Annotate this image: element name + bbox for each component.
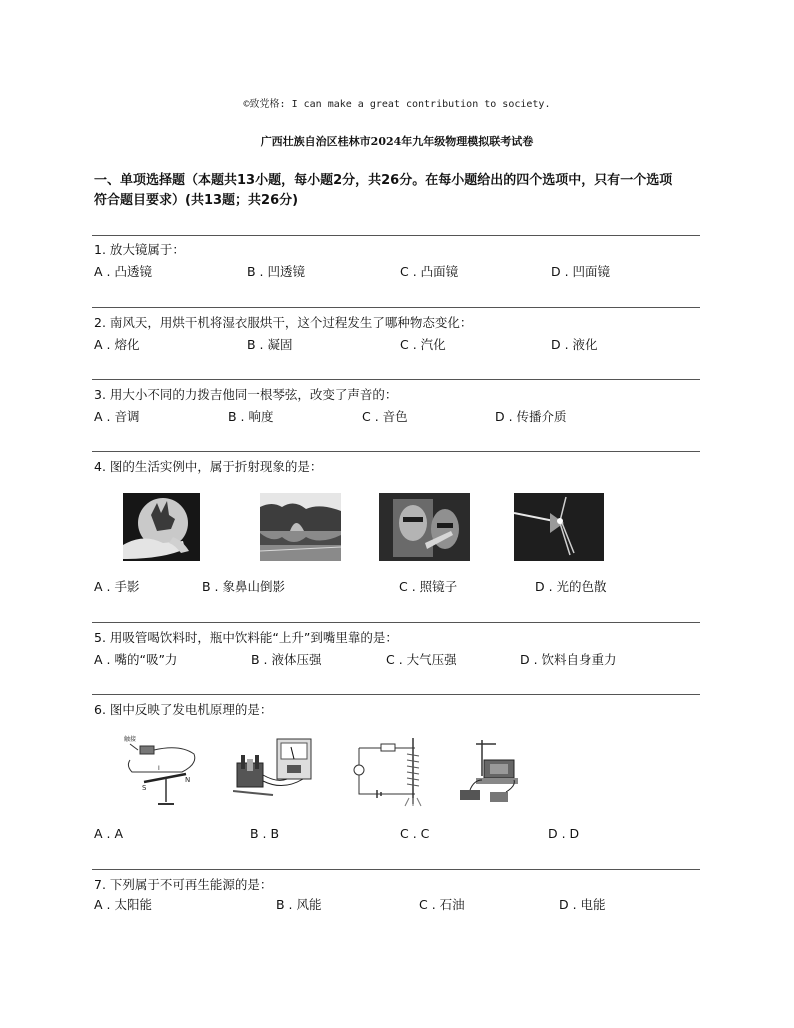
question-4-option-c[interactable]: C . 照镜子	[399, 579, 458, 594]
divider	[92, 451, 700, 452]
question-4-option-a[interactable]: A . 手影	[94, 579, 140, 594]
section-heading-line2: 符合题目要求）(共13题；共26分)	[94, 193, 299, 208]
divider	[92, 307, 700, 308]
light-dispersion-image	[514, 493, 604, 561]
question-1-option-d[interactable]: D . 凹面镜	[551, 264, 611, 279]
fig-a-current: I	[158, 765, 160, 772]
question-5-option-b[interactable]: B . 液体压强	[251, 652, 322, 667]
question-5-option-d[interactable]: D . 饮料自身重力	[520, 652, 617, 667]
question-6-option-c[interactable]: C . C	[400, 826, 430, 841]
question-2-option-b[interactable]: B . 凝固	[247, 337, 293, 352]
question-6-option-a[interactable]: A . A	[94, 826, 124, 841]
question-4-option-b[interactable]: B . 象鼻山倒影	[202, 579, 285, 594]
question-3-stem: 3. 用大小不同的力拨吉他同一根琴弦，改变了声音的：	[94, 387, 398, 402]
section-heading-line1: 一、单项选择题（本题共13小题，每小题2分，共26分。在每小题给出的四个选项中，只有一个选项	[94, 173, 673, 188]
question-4-stem: 4. 图的生活实例中，属于折射现象的是：	[94, 459, 323, 474]
divider	[92, 694, 700, 695]
mirror-image	[379, 493, 470, 561]
question-5-stem: 5. 用吸管喝饮料时，瓶中饮料能“上升”到嘴里靠的是：	[94, 630, 398, 645]
section-heading	[94, 171, 704, 211]
elephant-trunk-hill-image	[260, 493, 341, 561]
question-7-option-b[interactable]: B . 风能	[276, 897, 322, 912]
fig-a-north: N	[185, 776, 191, 784]
electromagnet-circuit-figure	[347, 734, 437, 809]
question-2-option-a[interactable]: A . 熔化	[94, 337, 140, 352]
question-7-option-d[interactable]: D . 电能	[559, 897, 606, 912]
question-5-option-c[interactable]: C . 大气压强	[386, 652, 457, 667]
question-1-option-a[interactable]: A . 凸透镜	[94, 264, 152, 279]
fig-a-label: 触接	[124, 736, 137, 743]
exam-title: 广西壮族自治区桂林市2024年九年级物理模拟联考试卷	[260, 135, 534, 148]
question-6-option-d[interactable]: D . D	[548, 826, 580, 841]
question-3-option-d[interactable]: D . 传播介质	[495, 409, 567, 424]
page-motto: ©致党格: I can make a great contribution to society.	[243, 99, 551, 110]
question-2-option-c[interactable]: C . 汽化	[400, 337, 446, 352]
divider	[92, 235, 700, 236]
question-7-option-c[interactable]: C . 石油	[419, 897, 465, 912]
question-1-option-b[interactable]: B . 凹透镜	[247, 264, 305, 279]
question-7-option-a[interactable]: A . 太阳能	[94, 897, 152, 912]
question-3-option-a[interactable]: A . 音调	[94, 409, 140, 424]
oersted-experiment-figure	[122, 732, 202, 808]
question-3-option-b[interactable]: B . 响度	[228, 409, 274, 424]
fig-a-south: S	[142, 784, 147, 792]
question-6-option-b[interactable]: B . B	[250, 826, 280, 841]
question-7-stem: 7. 下列属于不可再生能源的是：	[94, 877, 273, 892]
divider	[92, 622, 700, 623]
question-6-stem: 6. 图中反映了发电机原理的是：	[94, 702, 273, 717]
hand-shadow-image	[123, 493, 200, 561]
divider	[92, 869, 700, 870]
motor-experiment-figure	[456, 736, 521, 808]
question-1-stem: 1. 放大镜属于：	[94, 242, 185, 257]
question-5-option-a[interactable]: A . 嘴的“吸”力	[94, 652, 178, 667]
question-3-option-c[interactable]: C . 音色	[362, 409, 408, 424]
question-2-option-d[interactable]: D . 液化	[551, 337, 598, 352]
generator-galvanometer-figure	[233, 735, 318, 801]
divider	[92, 379, 700, 380]
question-4-option-d[interactable]: D . 光的色散	[535, 579, 607, 594]
question-1-option-c[interactable]: C . 凸面镜	[400, 264, 459, 279]
question-2-stem: 2. 南风天，用烘干机将湿衣服烘干，这个过程发生了哪种物态变化：	[94, 315, 473, 330]
